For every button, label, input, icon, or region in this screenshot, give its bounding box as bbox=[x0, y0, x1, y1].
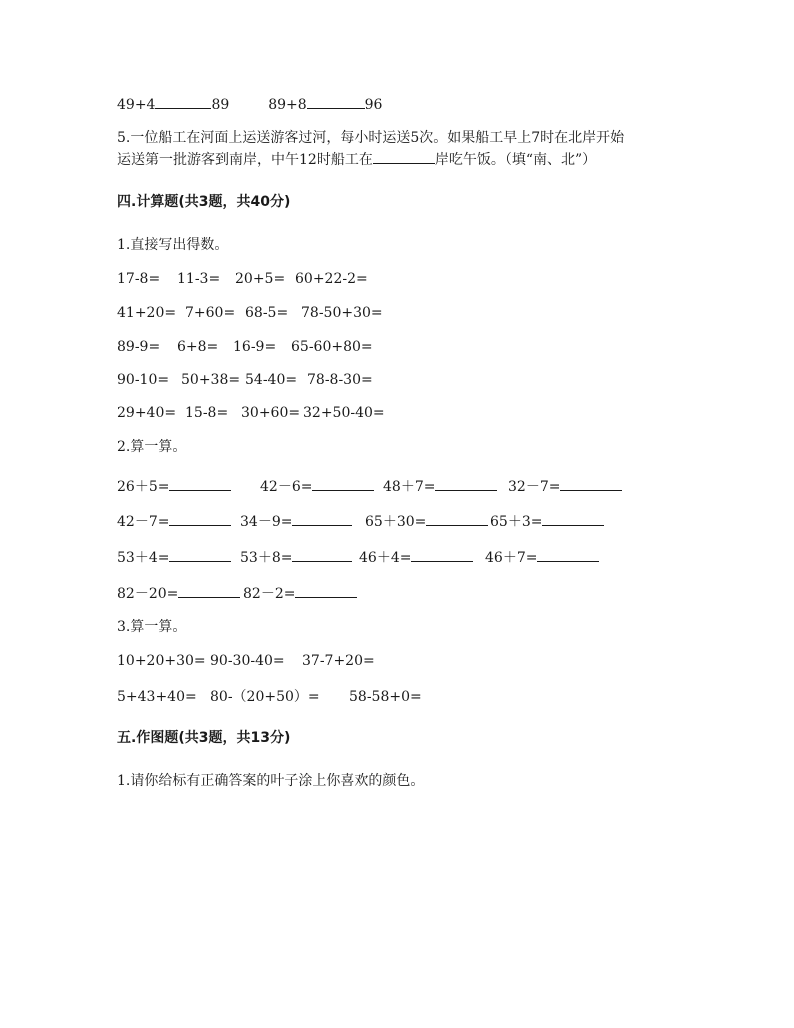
equation: 42－6= bbox=[260, 479, 313, 495]
answer-blank[interactable] bbox=[169, 476, 231, 491]
equation: 60+22-2= bbox=[295, 271, 368, 287]
equation: 78-8-30= bbox=[307, 372, 373, 388]
answer-blank[interactable] bbox=[537, 547, 599, 562]
equation: 90-30-40= bbox=[210, 653, 285, 669]
equation: 32+50-40= bbox=[303, 405, 385, 421]
comparison-right-expr: 89+8 bbox=[268, 97, 307, 113]
equation-with-blank bbox=[117, 476, 231, 497]
answer-blank[interactable] bbox=[169, 547, 231, 562]
equation: 15-8= bbox=[185, 405, 229, 421]
answer-blank[interactable] bbox=[426, 511, 488, 526]
equation: 6+8= bbox=[177, 339, 219, 355]
answer-blank[interactable] bbox=[435, 476, 497, 491]
equation-with-blank bbox=[117, 547, 231, 568]
equation: 48＋7= bbox=[383, 479, 436, 495]
answer-blank[interactable] bbox=[169, 511, 231, 526]
section-heading: 五.作图题(共3题，共13分) bbox=[117, 730, 291, 746]
question-title: 2.算一算。 bbox=[117, 439, 187, 455]
equation: 53＋8= bbox=[240, 550, 293, 566]
equation: 65-60+80= bbox=[291, 339, 373, 355]
equation: 58-58+0= bbox=[349, 689, 422, 705]
equation: 30+60= bbox=[241, 405, 301, 421]
equation: 46＋4= bbox=[359, 550, 412, 566]
equation: 7+60= bbox=[185, 305, 236, 321]
answer-blank[interactable] bbox=[292, 511, 352, 526]
section-heading: 四.计算题(共3题，共40分) bbox=[117, 194, 291, 210]
answer-blank[interactable] bbox=[312, 476, 374, 491]
q5-line2 bbox=[117, 149, 596, 170]
q5-line2-after: 岸吃午饭。（填“南、北”） bbox=[434, 152, 597, 168]
equation-with-blank bbox=[117, 583, 240, 604]
equation-with-blank bbox=[490, 511, 604, 532]
equation-with-blank bbox=[365, 511, 488, 532]
equation: 42－7= bbox=[117, 514, 170, 530]
equation: 65＋3= bbox=[490, 514, 543, 530]
equation: 10+20+30= bbox=[117, 653, 206, 669]
equation: 26＋5= bbox=[117, 479, 170, 495]
answer-blank[interactable] bbox=[178, 583, 240, 598]
equation: 20+5= bbox=[235, 271, 286, 287]
equation-with-blank bbox=[383, 476, 497, 497]
answer-blank[interactable] bbox=[373, 149, 435, 164]
equation: 89-9= bbox=[117, 339, 161, 355]
equation-with-blank bbox=[240, 511, 352, 532]
answer-blank[interactable] bbox=[411, 547, 473, 562]
q5-line2-before: 运送第一批游客到南岸，中午12时船工在 bbox=[117, 152, 373, 168]
comparison-left-expr: 49+4 bbox=[117, 97, 156, 113]
equation: 32－7= bbox=[508, 479, 561, 495]
equation: 34－9= bbox=[240, 514, 293, 530]
equation-with-blank bbox=[243, 583, 357, 604]
equation: 17-8= bbox=[117, 271, 161, 287]
equation: 50+38= bbox=[181, 372, 241, 388]
answer-blank[interactable] bbox=[292, 547, 352, 562]
equation: 90-10= bbox=[117, 372, 170, 388]
answer-blank[interactable] bbox=[542, 511, 604, 526]
equation: 5+43+40= bbox=[117, 689, 197, 705]
equation-with-blank bbox=[260, 476, 374, 497]
answer-blank[interactable] bbox=[155, 94, 211, 109]
equation: 16-9= bbox=[233, 339, 277, 355]
equation: 78-50+30= bbox=[301, 305, 383, 321]
question-title: 1.直接写出得数。 bbox=[117, 237, 229, 253]
equation-with-blank bbox=[508, 476, 622, 497]
equation: 82－20= bbox=[117, 586, 179, 602]
equation: 46＋7= bbox=[485, 550, 538, 566]
equation: 29+40= bbox=[117, 405, 177, 421]
q5-line1: 5.一位船工在河面上运送游客过河，每小时运送5次。如果船工早上7时在北岸开始 bbox=[117, 130, 625, 146]
equation: 82－2= bbox=[243, 586, 296, 602]
equation: 37-7+20= bbox=[302, 653, 375, 669]
question-title: 3.算一算。 bbox=[117, 619, 187, 635]
equation: 54-40= bbox=[245, 372, 298, 388]
answer-blank[interactable] bbox=[560, 476, 622, 491]
equation-with-blank bbox=[359, 547, 473, 568]
equation-with-blank bbox=[117, 511, 231, 532]
comparison-line bbox=[117, 94, 382, 115]
comparison-left-value: 89 bbox=[211, 97, 230, 113]
equation: 65＋30= bbox=[365, 514, 427, 530]
equation-with-blank bbox=[240, 547, 352, 568]
equation: 41+20= bbox=[117, 305, 177, 321]
question-title: 1.请你给标有正确答案的叶子涂上你喜欢的颜色。 bbox=[117, 773, 425, 789]
answer-blank[interactable] bbox=[295, 583, 357, 598]
equation: 68-5= bbox=[245, 305, 289, 321]
equation: 80-（20+50）= bbox=[210, 689, 320, 705]
equation: 53＋4= bbox=[117, 550, 170, 566]
comparison-right-value: 96 bbox=[364, 97, 383, 113]
equation: 11-3= bbox=[177, 271, 221, 287]
equation-with-blank bbox=[485, 547, 599, 568]
answer-blank[interactable] bbox=[307, 94, 365, 109]
